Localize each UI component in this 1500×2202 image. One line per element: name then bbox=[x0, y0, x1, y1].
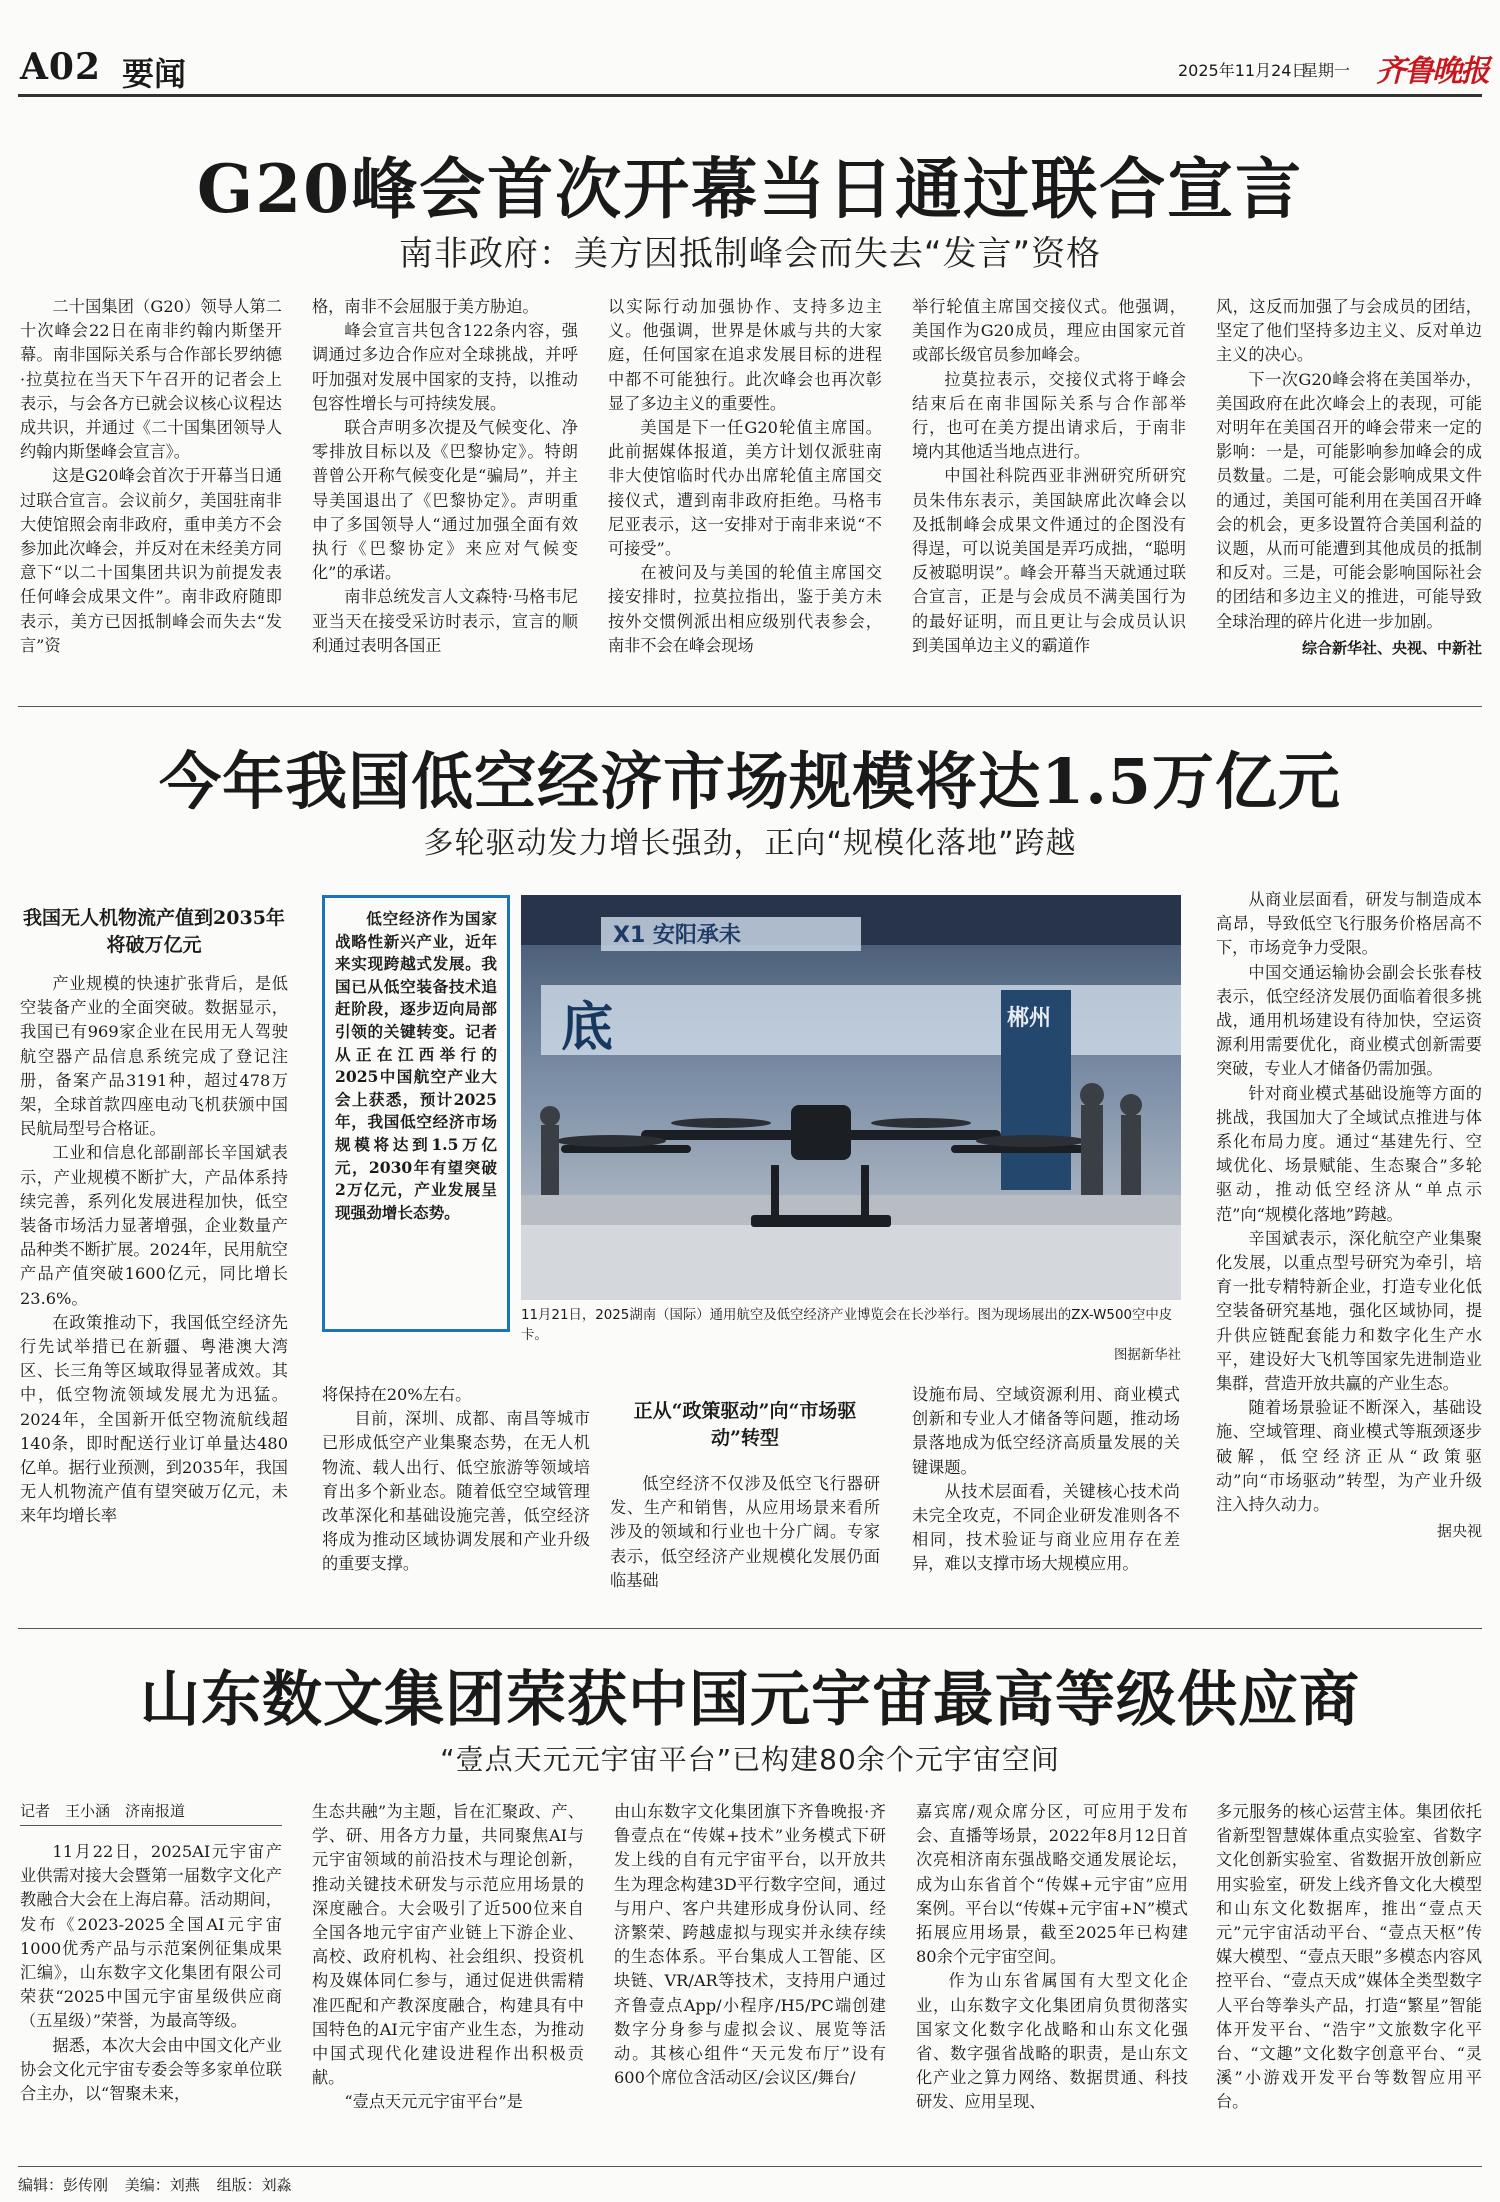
paragraph: 多元服务的核心运营主体。集团依托省新型智慧媒体重点实验室、省数字文化创新实验室、省数据开放创新应用实验室，研发上线齐鲁文化大模型和山东文化数据库，推出“壹点天元”元宇宙活动平台、“壹点天枢”传媒大模型、“壹点天眼”多模态内容风控平台、“壹点天成”媒体全类型数字人平台等拳头产品，打造“繁星”智能体开发平台、“浩宇”文旅数字化平台、“文趣”文化数字创意平台、“灵溪”小游戏开发平台等数智应用平台。 bbox=[1216, 1802, 1482, 2112]
story1-column-3 bbox=[608, 295, 882, 685]
photo-display-word: 底 bbox=[561, 997, 614, 1058]
paragraph: 由山东数字文化集团旗下齐鲁晚报·齐鲁壹点在“传媒+技术”业务模式下研发上线的自有元宇宙平台，以开放共生为理念构建3D平行数字空间，通过与用户、客户共建形成身份认同、经济繁荣、跨越虚拟与现实并永续存续的生态体系。平台集成人工智能、区块链、VR/AR等技术，支持用户通过齐鲁壹点App/小程序/H5/PC端创建数字分身参与虚拟会议、展览等活动。其核心组件“天元发布厅”设有600个席位含活动区/会议区/舞台/ bbox=[614, 1802, 886, 2088]
page-number: A02 bbox=[20, 46, 102, 88]
paragraph: 联合声明多次提及气候变化、净零排放目标以及《巴黎协定》。特朗普曾公开称气候变化是“骗局”，并主导美国退出了《巴黎协定》。声明重申了多国领导人“通过加强全面有效执行《巴黎协定》来应对气候变化”的承诺。 bbox=[312, 418, 578, 583]
paragraph: 举行轮值主席国交接仪式。他强调，美国作为G20成员，理应由国家元首或部长级官员参加峰会。 bbox=[912, 297, 1186, 365]
paragraph: 风，这反而加强了与会成员的团结，坚定了他们坚持多边主义、反对单边主义的决心。 bbox=[1216, 297, 1482, 365]
issue-weekday: 星期一 bbox=[1302, 61, 1351, 80]
paragraph: 嘉宾席/观众席分区，可应用于发布会、直播等场景，2022年8月12日首次亮相济南东强战略交通发展论坛，成为山东省首个“传媒+元宇宙”应用案例。平台以“传媒+元宇宙+N”模式拓展应用场景，截至2025年已构建80余个元宇宙空间。 bbox=[916, 1802, 1188, 1967]
photo-pillar-text: 郴州 bbox=[1007, 1006, 1052, 1031]
story1-subtitle: 南非政府：美方因抵制峰会而失去“发言”资格 bbox=[398, 234, 1102, 274]
paragraph: 目前，深圳、成都、南昌等城市已形成低空产业集聚态势，在无人机物流、载人出行、低空旅游等领域培育出多个新业态。随着低空空域管理改革深化和基础设施完善，低空经济将成为推动区域协调发展和产业升级的重要支撑。 bbox=[322, 1409, 590, 1574]
story2-column-5 bbox=[1216, 888, 1482, 1590]
paragraph: 生态共融”为主题，旨在汇聚政、产、学、研、用各方力量，共同聚焦AI与元宇宙领域的前沿技术与理论创新，推动关键技术研发与示范应用场景的深度融合。大会吸引了近500位来自全国各地元宇宙产业链上下游企业、高校、政府机构、社会组织、投资机构及媒体同仁参与，通过促进供需精准匹配和产教深度融合，构建具有中国特色的AI元宇宙产业生态，为推动中国式现代化建设进程作出积极贡献。 bbox=[312, 1802, 584, 2088]
paragraph: 从商业层面看，研发与制造成本高昂，导致低空飞行服务价格居高不下，市场竞争力受限。 bbox=[1216, 890, 1482, 958]
paragraph: 这是G20峰会首次于开幕当日通过联合宣言。会议前夕，美国驻南非大使馆照会南非政府，重申美方不会参加此次峰会，并反对在未经美方同意下“以二十国集团共识为前提发表任何峰会成果文件”。南非政府随即表示，美方已因抵制峰会而失去“发言”资 bbox=[20, 466, 282, 655]
paragraph: 南非总统发言人文森特·马格韦尼亚当天在接受采访时表示，宣言的顺利通过表明各国正 bbox=[312, 587, 578, 655]
paragraph: 产业规模的快速扩张背后，是低空装备产业的全面突破。数据显示，我国已有969家企业在民用无人驾驶航空器产品信息系统完成了登记注册，备案产品3191种，超过478万架，全球首款四座电动飞机获颁中国民航局型号合格证。 bbox=[20, 974, 288, 1139]
story2-subtitle: 多轮驱动发力增长强劲，正向“规模化落地”跨越 bbox=[423, 826, 1077, 861]
paragraph: 中国社科院西亚非洲研究所研究员朱伟东表示，美国缺席此次峰会以及抵制峰会成果文件通过的企图没有得逞，可以说美国是弄巧成拙，“聪明反被聪明误”。峰会开幕当天就通过联合宣言，正是与会成员不满美国行为的最好证明，而且更让与会成员认识到美国单边主义的霸道作 bbox=[912, 466, 1186, 655]
issue-date: 2025年11月24日 bbox=[1178, 61, 1308, 80]
photo-caption bbox=[521, 1306, 1181, 1366]
story3-subtitle: “壹点天元元宇宙平台”已构建80余个元宇宙空间 bbox=[440, 1743, 1060, 1776]
paragraph: 在政策推动下，我国低空经济先行先试举措已在新疆、粤港澳大湾区、长三角等区域取得显著成效。其中，低空物流领域发展尤为迅猛。2024年，全国新开低空物流航线超140条，即时配送行业订单量达480亿单。据行业预测，到2035年，我国无人机物流产值有望突破万亿元，未来年均增长率 bbox=[20, 1312, 288, 1526]
divider bbox=[18, 1628, 1482, 1629]
header-rule bbox=[18, 94, 1482, 97]
paragraph: 拉莫拉表示，交接仪式将于峰会结束后在南非国际关系与合作部举行，也可在美方提出请求后，于南非境内其他适当地点进行。 bbox=[912, 369, 1186, 462]
paragraph: 据悉，本次大会由中国文化产业协会文化元宇宙专委会等多家单位联合主办，以“智聚未来， bbox=[20, 2035, 282, 2104]
footer-proof: 组版：刘淼 bbox=[216, 2176, 292, 2194]
photo-banner-text: X1 安阳承未 bbox=[613, 923, 741, 948]
story2-column-1 bbox=[20, 972, 288, 1592]
paragraph: 中国交通运输协会副会长张春枝表示，低空经济发展仍面临着很多挑战，通用机场建设有待加快，空运资源利用需要优化，商业模式创新需要突破，专业人才储备仍需加强。 bbox=[1216, 962, 1482, 1079]
paragraph: 美国是下一任G20轮值主席国。此前据媒体报道，美方计划仅派驻南非大使馆临时代办出席轮值主席国交接仪式，遭到南非政府拒绝。马格韦尼亚表示，这一安排对于南非来说“不可接受”。 bbox=[608, 418, 882, 559]
footer-rule bbox=[18, 2166, 1482, 2167]
paragraph: 辛国斌表示，深化航空产业集聚化发展，以重点型号研究为牵引，培育一批专精特新企业，打造专业化低空装备研究基地，强化区域协同，提升供应链配套能力和数字化生产水平，建设好大飞机等国家先进制造业集群，营造开放共赢的产业生态。 bbox=[1216, 1228, 1482, 1394]
story3-column-1 bbox=[20, 1840, 282, 2162]
story3-column-2 bbox=[312, 1800, 584, 2162]
paragraph: 格，南非不会屈服于美方胁迫。 bbox=[312, 297, 539, 316]
story2-sidehead: 我国无人机物流产值到2035年将破万亿元 bbox=[23, 907, 285, 956]
paragraph: 从技术层面看，关键核心技术尚未完全攻克，不同企业研发准则各不相同，技术验证与商业应用存在差异，难以支撑市场大规模应用。 bbox=[912, 1481, 1180, 1574]
footer-editor: 编辑：彭传刚 bbox=[18, 2176, 109, 2194]
photo-illustration bbox=[521, 895, 1181, 1300]
story2-midhead: 正从“政策驱动”向“市场驱动”转型 bbox=[633, 1400, 857, 1449]
paragraph: 低空经济不仅涉及低空飞行器研发、生产和销售，从应用场景来看所涉及的领域和行业也十分广阔。专家表示，低空经济产业规模化发展仍面临基础 bbox=[610, 1474, 880, 1590]
story1-column-1 bbox=[20, 295, 282, 685]
paragraph: 将保持在20%左右。 bbox=[322, 1385, 472, 1404]
paragraph: 设施布局、空域资源利用、商业模式创新和专业人才储备等问题，推动场景落地成为低空经济高质量发展的关键课题。 bbox=[912, 1385, 1180, 1477]
masthead-logo: 齐鲁晚报 bbox=[1376, 54, 1488, 89]
story3-column-3 bbox=[614, 1800, 886, 2162]
paragraph: 作为山东省属国有大型文化企业，山东数字文化集团肩负贯彻落实国家文化数字化战略和山东文化强省、数字强省战略的职责，是山东文化产业之算力网络、数据贯通、科技研发、应用呈现、 bbox=[916, 1971, 1188, 2112]
callout-text: 低空经济作为国家战略性新兴产业，近年来实现跨越式发展。我国已从低空装备技术追赶阶段，逐步迈向局部引领的关键转变。记者从正在江西举行的2025中国航空产业大会上获悉，预计2025年，我国低空经济市场规模将达到1.5万亿元，2030年有望突破2万亿元，产业发展呈现强劲增长态势。 bbox=[335, 909, 497, 1222]
photo-credit: 图据新华社 bbox=[1114, 1348, 1181, 1363]
story2-column-3 bbox=[610, 1472, 880, 1602]
story2-column-4 bbox=[912, 1383, 1180, 1603]
footer-art: 美编：刘燕 bbox=[124, 2176, 200, 2194]
section-name: 要闻 bbox=[122, 55, 187, 93]
story1-source: 综合新华社、央视、中新社 bbox=[1301, 638, 1482, 657]
story2-source: 据央视 bbox=[1436, 1522, 1482, 1541]
page-footer bbox=[18, 2174, 304, 2195]
story1-title: G20峰会首次开幕当日通过联合宣言 bbox=[196, 150, 1304, 228]
story3-title: 山东数文集团荣获中国元宇宙最高等级供应商 bbox=[140, 1665, 1360, 1735]
story1-column-2 bbox=[312, 295, 578, 685]
paragraph: 11月22日，2025AI元宇宙产业供需对接大会暨第一届数字文化产教融合大会在上海启幕。活动期间，发布《2023-2025全国AI元宇宙1000优秀产品与示范案例征集成果汇编》，山东数字文化集团有限公司荣获“2025中国元宇宙星级供应商（五星级）”荣誉，为最高等级。 bbox=[20, 1842, 282, 2031]
paragraph: 峰会宣言共包含122条内容，强调通过多边合作应对全球挑战，并呼吁加强对发展中国家的支持，以推动包容性增长与可持续发展。 bbox=[312, 321, 578, 413]
story2-title: 今年我国低空经济市场规模将达1.5万亿元 bbox=[159, 745, 1341, 818]
story1-column-5 bbox=[1216, 295, 1482, 685]
paragraph: 在被问及与美国的轮值主席国交接安排时，拉莫拉指出，鉴于美方未按外交惯例派出相应级别代表参会，南非不会在峰会现场 bbox=[608, 563, 882, 655]
divider bbox=[18, 706, 1482, 707]
paragraph: 下一次G20峰会将在美国举办，美国政府在此次峰会上的表现，可能对明年在美国召开的峰会带来一定的影响：一是，可能影响参加峰会的成员数量。二是，可能会影响成果文件的通过，美国可能利用在美国召开峰会的机会，更多设置符合美国利益的议题，从而可能遭到其他成员的抵制和反对。三是，可能会影响国际社会的团结和多边主义的推进，可能导致全球治理的碎片化进一步加剧。 bbox=[1216, 369, 1482, 631]
paragraph: 工业和信息化部副部长辛国斌表示，产业规模不断扩大，产品体系持续完善，系列化发展进程加快，低空装备市场活力显著增强，企业数量产品种类不断扩展。2024年，民用航空产品产值突破1600亿元，同比增长23.6%。 bbox=[20, 1143, 288, 1308]
story3-column-5 bbox=[1216, 1800, 1482, 2162]
story3-column-4 bbox=[916, 1800, 1188, 2162]
story3-byline: 记者 王小涵 济南报道 bbox=[20, 1800, 282, 1826]
paragraph: 针对商业模式基础设施等方面的挑战，我国加大了全域试点推进与体系化布局力度。通过“基建先行、空域优化、场景赋能、生态聚合”多轮驱动，推动低空经济从“单点示范”向“规模化落地”跨越。 bbox=[1216, 1083, 1482, 1224]
page-header bbox=[0, 0, 1500, 100]
paragraph: “壹点天元元宇宙平台”是 bbox=[344, 2092, 523, 2112]
news-photo bbox=[521, 895, 1181, 1300]
paragraph: 二十国集团（G20）领导人第二十次峰会22日在南非约翰内斯堡开幕。南非国际关系与合作部长罗纳德·拉莫拉在当天下午召开的记者会上表示，与会各方已就会议核心议程达成共识，并通过《二十国集团领导人约翰内斯堡峰会宣言》。 bbox=[20, 297, 282, 462]
story1-column-4 bbox=[912, 295, 1186, 685]
paragraph: 以实际行动加强协作、支持多边主义。他强调，世界是休戚与共的大家庭，任何国家在追求发展目标的进程中都不可能独行。此次峰会也再次彰显了多边主义的重要性。 bbox=[608, 297, 882, 413]
paragraph: 随着场景验证不断深入，基础设施、空域管理、商业模式等瓶颈逐步破解，低空经济正从“政策驱动”向“市场驱动”转型，为产业升级注入持久动力。 bbox=[1216, 1398, 1482, 1515]
caption-text: 11月21日，2025湖南（国际）通用航空及低空经济产业博览会在长沙举行。图为现场展出的ZX-W500空中皮卡。 bbox=[521, 1308, 1173, 1343]
story2-callout-box bbox=[322, 895, 510, 1332]
story2-column-2 bbox=[322, 1383, 590, 1603]
